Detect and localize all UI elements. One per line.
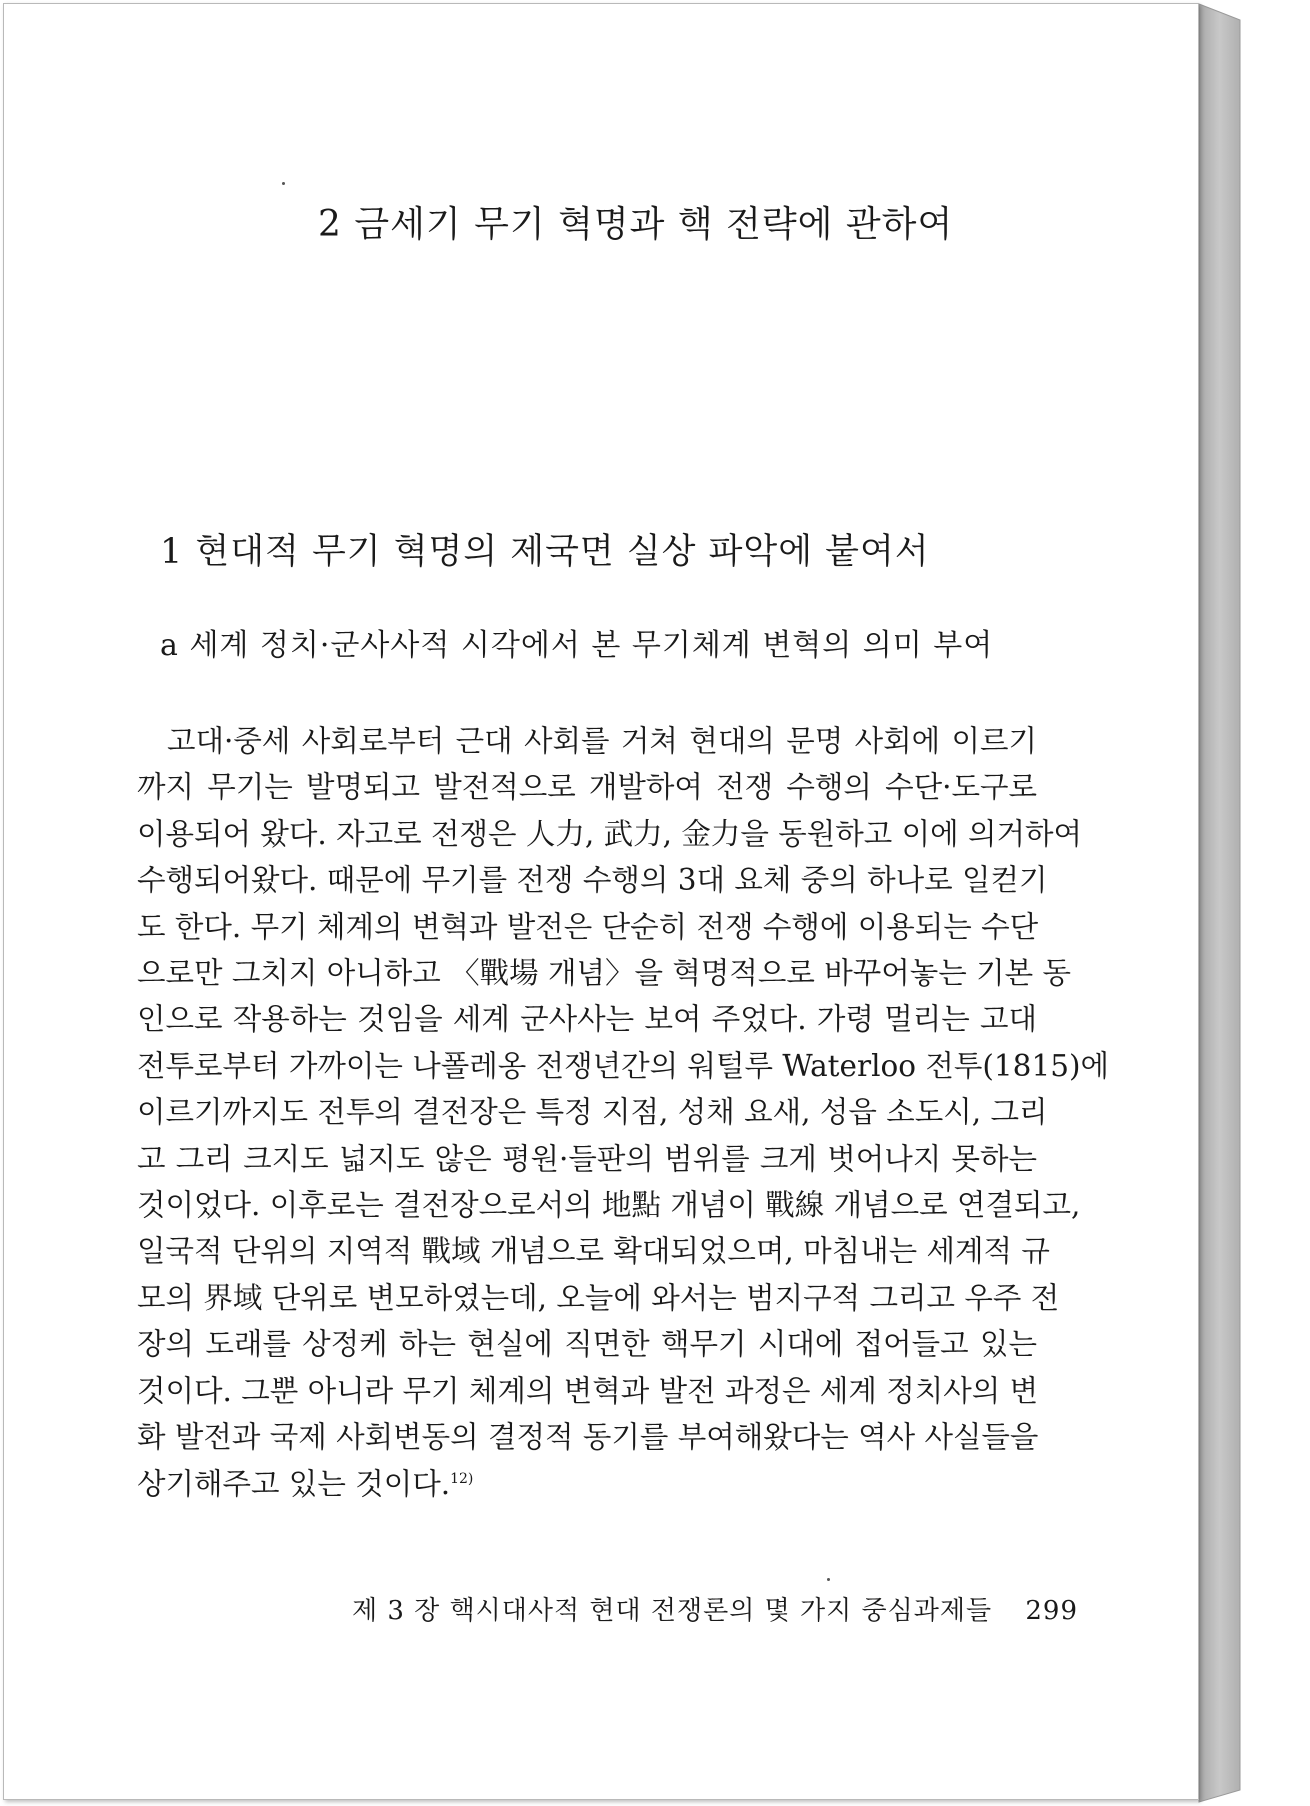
body-line: 수행되어왔다. 때문에 무기를 전쟁 수행의 3대 요체 중의 하나로 일컫기 bbox=[137, 863, 1048, 898]
section-heading bbox=[160, 524, 930, 574]
body-line: 모의 界域 단위로 변모하였는데, 오늘에 와서는 범지구적 그리고 우주 전 bbox=[137, 1280, 1060, 1315]
body-line: 까지 무기는 발명되고 발전적으로 개발하여 전쟁 수행의 수단·도구로 bbox=[137, 770, 1037, 805]
body-paragraph bbox=[137, 718, 1109, 1507]
footnote-reference: 12) bbox=[450, 1470, 474, 1487]
scan-speck bbox=[827, 1578, 830, 1581]
body-line: 이르기까지도 전투의 결전장은 특정 지점, 성채 요새, 성읍 소도시, 그리 bbox=[137, 1095, 1048, 1130]
chapter-title-text: 금세기 무기 혁명과 핵 전략에 관하여 bbox=[354, 204, 954, 245]
body-line: 인으로 작용하는 것임을 세계 군사사는 보여 주었다. 가령 멀리는 고대 bbox=[137, 1002, 1037, 1037]
body-line: 도 한다. 무기 체계의 변혁과 발전은 단순히 전쟁 수행에 이용되는 수단 bbox=[137, 909, 1039, 944]
body-line: 것이다. 그뿐 아니라 무기 체계의 변혁과 발전 과정은 세계 정치사의 변 bbox=[137, 1373, 1039, 1408]
chapter-heading bbox=[318, 196, 953, 247]
body-line: 화 발전과 국제 사회변동의 결정적 동기를 부여해왔다는 역사 사실들을 bbox=[137, 1420, 1039, 1455]
section-number: 1 bbox=[160, 532, 184, 572]
body-line: 으로만 그치지 아니하고 〈戰場 개념〉을 혁명적으로 바꾸어놓는 기본 동 bbox=[137, 956, 1071, 991]
running-footer bbox=[352, 1590, 1078, 1627]
body-line-last bbox=[137, 1461, 1037, 1507]
body-line: 고 그리 크지도 넓지도 않은 평원·들판의 범위를 크게 벗어나지 못하는 bbox=[137, 1141, 1037, 1176]
body-line: 장의 도래를 상정케 하는 현실에 직면한 핵무기 시대에 접어들고 있는 bbox=[137, 1327, 1037, 1362]
body-line: 전투로부터 가까이는 나폴레옹 전쟁년간의 워털루 Waterloo 전투(1815)에 bbox=[137, 1048, 1109, 1083]
subsection-heading bbox=[160, 620, 993, 664]
section-title-text: 현대적 무기 혁명의 제국면 실상 파악에 붙여서 bbox=[195, 532, 930, 572]
chapter-number: 2 bbox=[318, 204, 342, 245]
body-line: 것이었다. 이후로는 결전장으로서의 地點 개념이 戰線 개념으로 연결되고, bbox=[137, 1188, 1081, 1223]
body-line-text: 상기해주고 있는 것이다. bbox=[137, 1466, 451, 1501]
subsection-title-text: 세계 정치·군사사적 시각에서 본 무기체계 변혁의 의미 부여 bbox=[189, 628, 994, 663]
subsection-letter: a bbox=[160, 628, 179, 663]
body-line: 이용되어 왔다. 자고로 전쟁은 人力, 武力, 金力을 동원하고 이에 의거하여 bbox=[137, 816, 1082, 851]
scan-speck bbox=[282, 182, 285, 185]
body-line: 일국적 단위의 지역적 戰域 개념으로 확대되었으며, 마침내는 세계적 규 bbox=[137, 1234, 1050, 1269]
running-head: 제 3 장 핵시대사적 현대 전쟁론의 몇 가지 중심과제들 bbox=[352, 1596, 993, 1626]
body-line: 고대·중세 사회로부터 근대 사회를 거쳐 현대의 문명 사회에 이르기 bbox=[167, 724, 1037, 758]
page-number: 299 bbox=[1025, 1596, 1079, 1626]
